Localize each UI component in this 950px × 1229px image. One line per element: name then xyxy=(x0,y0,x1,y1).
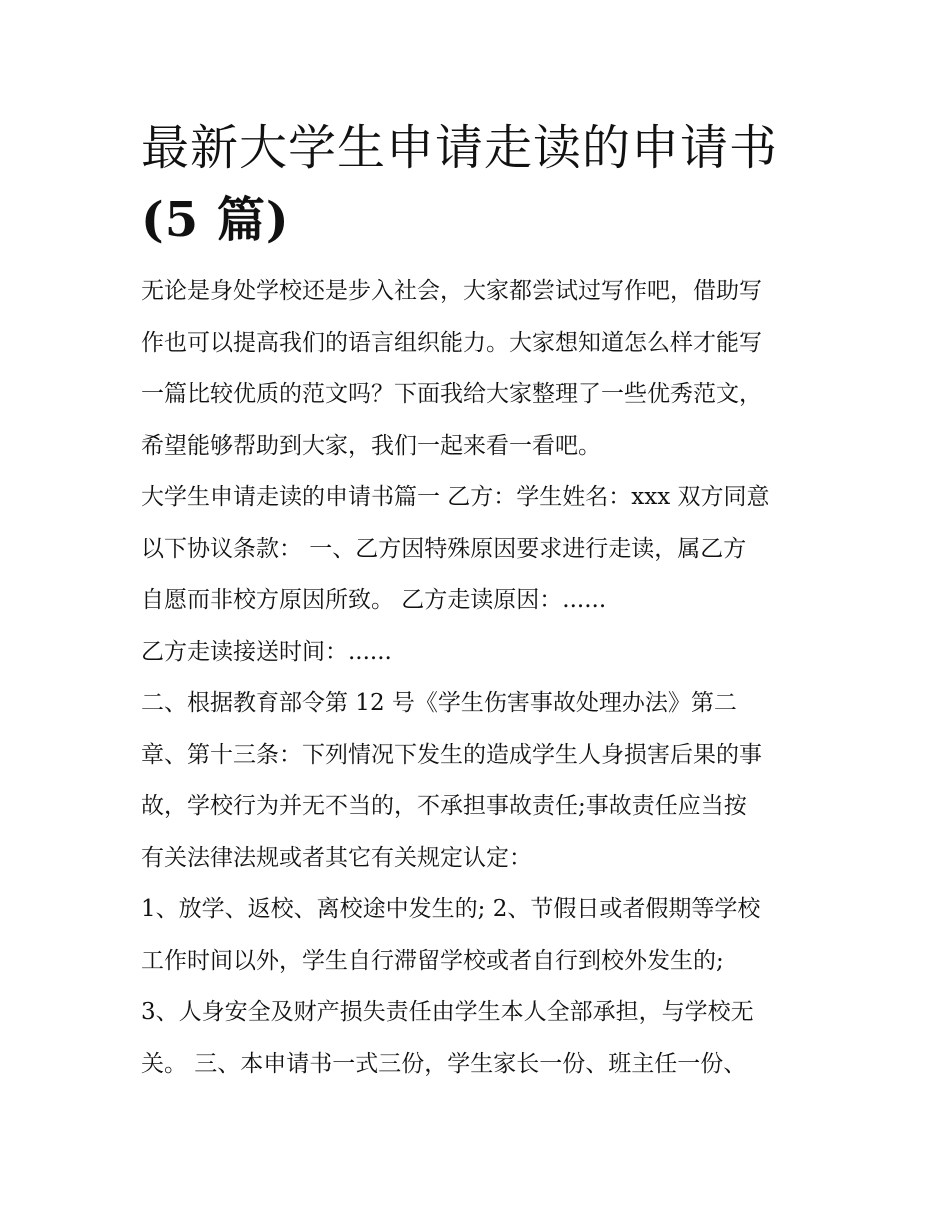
document-title xyxy=(141,112,813,256)
paragraph-agreement xyxy=(141,472,813,627)
title-line: 最新大学生申请走读的申请书 xyxy=(141,120,779,176)
paragraph-clause-two xyxy=(141,678,813,884)
document-body xyxy=(141,266,813,1090)
text-line: 3、人身安全及财产损失责任由学生本人全部承担，与学校无 xyxy=(141,999,754,1025)
text-line: 工作时间以外，学生自行滞留学校或者自行到校外发生的; xyxy=(141,947,724,974)
text-line: 大学生申请走读的申请书篇一 乙方：学生姓名：xxx 双方同意 xyxy=(141,484,770,510)
paragraph-intro xyxy=(141,266,813,472)
text-line: 故，学校行为并无不当的，不承担事故责任;事故责任应当按 xyxy=(141,793,747,819)
paragraph-cases xyxy=(141,884,813,987)
text-line: 一篇比较优质的范文吗？下面我给大家整理了一些优秀范文， xyxy=(141,381,762,407)
paragraph-pickup-time xyxy=(141,627,813,679)
text-line: 无论是身处学校还是步入社会，大家都尝试过写作吧，借助写 xyxy=(141,278,762,304)
text-line: 有关法律法规或者其它有关规定认定： xyxy=(141,844,532,871)
text-line: 乙方走读接送时间：...... xyxy=(141,638,392,665)
text-line: 自愿而非校方原因所致。 乙方走读原因：...... xyxy=(141,587,607,613)
text-line: 希望能够帮助到大家，我们一起来看一看吧。 xyxy=(141,432,601,459)
text-line: 二、根据教育部令第 12 号《学生伤害事故处理办法》第二 xyxy=(141,690,737,716)
document-content xyxy=(141,112,813,1090)
text-line: 关。 三、本申请书一式三份，学生家长一份、班主任一份、 xyxy=(141,1050,747,1077)
text-line: 作也可以提高我们的语言组织能力。大家想知道怎么样才能写 xyxy=(141,329,762,356)
text-line: 以下协议条款： 一、乙方因特殊原因要求进行走读，属乙方 xyxy=(141,535,747,562)
text-line: 1、放学、返校、离校途中发生的; 2、节假日或者假期等学校 xyxy=(141,896,761,922)
text-line: 章、第十三条：下列情况下发生的造成学生人身损害后果的事 xyxy=(141,741,762,768)
title-line: (5 篇) xyxy=(141,192,290,248)
paragraph-liability xyxy=(141,987,813,1090)
